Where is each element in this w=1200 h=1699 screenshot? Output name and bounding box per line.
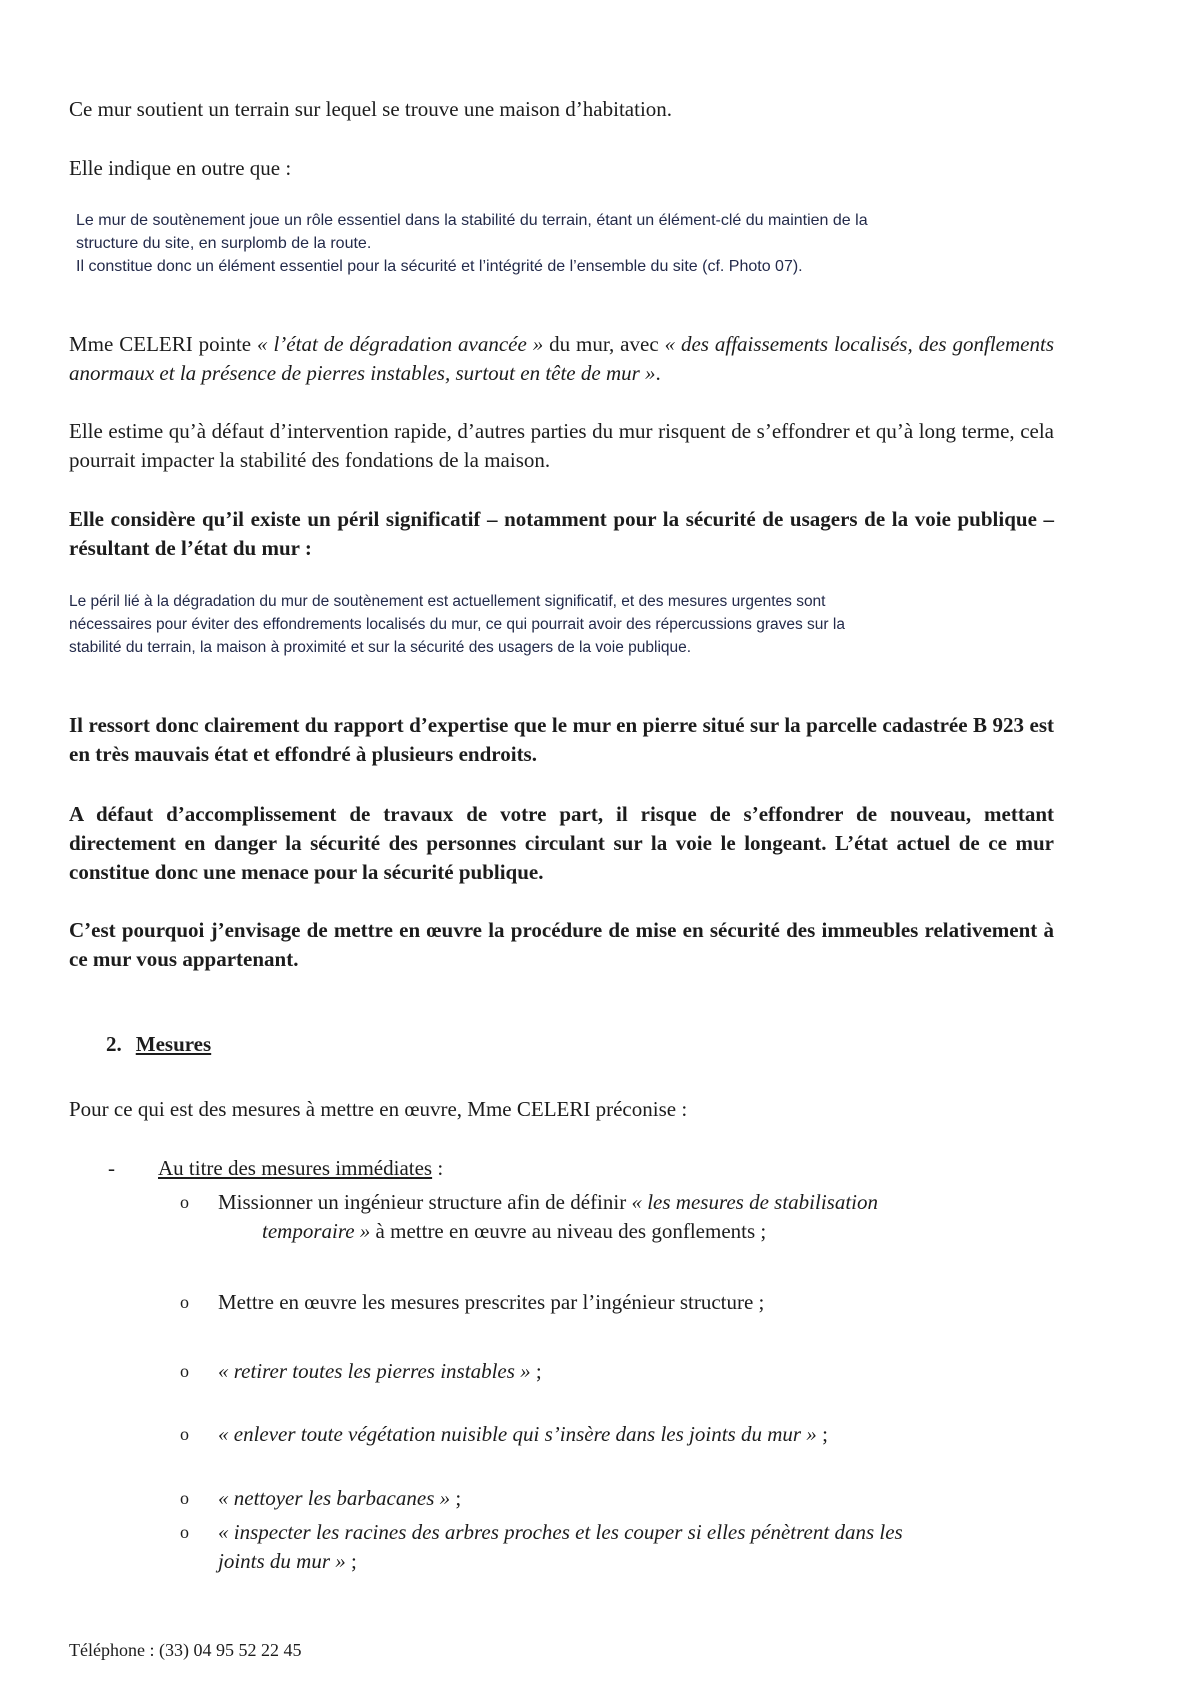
list-heading-label: Au titre des mesures immédiates bbox=[158, 1156, 433, 1180]
paragraph-degradation-state bbox=[69, 330, 1054, 388]
bullet-icon: o bbox=[180, 1192, 189, 1212]
bullet-icon: o bbox=[180, 1522, 189, 1542]
paragraph-expertise-conclusion: Il ressort donc clairement du rapport d’expertise que le mur en pierre situé sur la parcelle cadastrée B 923 est en très mauvais état et effondré à plusieurs endroits. bbox=[69, 713, 1054, 766]
text-run: ; bbox=[816, 1422, 828, 1446]
list-item bbox=[180, 1420, 1055, 1449]
list-item bbox=[180, 1484, 1055, 1513]
section-title: Mesures bbox=[135, 1032, 212, 1056]
quoted-excerpt-peril: Le péril lié à la dégradation du mur de soutènement est actuellement significatif, et des mesures urgentes sont nécessaires pour éviter des effondrements localisés du mur, ce qui pourrait avoir des répercussions graves sur la stabilité du terrain, la maison à proximité et sur la sécurité des usagers de la voie publique. bbox=[69, 593, 845, 656]
list-item-text bbox=[218, 1518, 1055, 1547]
bullet-icon: o bbox=[180, 1292, 189, 1312]
text-run: ; bbox=[530, 1359, 542, 1383]
paragraph-public-safety-threat: A défaut d’accomplissement de travaux de votre part, il risque de s’effondrer de nouveau, mettant directement en danger la sécurité des personnes circulant sur la voie le longeant. L’état actuel de ce mur constitue donc une menace pour la sécurité publique. bbox=[69, 802, 1054, 884]
text-run: ; bbox=[450, 1486, 462, 1510]
quoted-text: joints du mur » bbox=[218, 1549, 346, 1573]
quoted-excerpt-wall-role bbox=[76, 209, 896, 278]
text-run: à mettre en œuvre au niveau des gonflements ; bbox=[370, 1219, 767, 1243]
list-item-continuation bbox=[218, 1547, 1055, 1576]
paragraph-significant-peril: Elle considère qu’il existe un péril significatif – notamment pour la sécurité de usagers de la voie publique – résultant de l’état du mur : bbox=[69, 507, 1054, 560]
text-run: Mme CELERI pointe bbox=[69, 332, 258, 356]
quote-line: Le mur de soutènement joue un rôle essentiel dans la stabilité du terrain, étant un élément-clé du maintien de la structure du site, en surplomb de la route. bbox=[76, 212, 868, 252]
paragraph-she-indicates: Elle indique en outre que : bbox=[69, 156, 292, 180]
text-run: du mur, avec bbox=[543, 332, 665, 356]
list-item-text bbox=[218, 1188, 1055, 1217]
list-item bbox=[180, 1518, 1055, 1576]
quoted-text: « nettoyer les barbacanes » bbox=[218, 1486, 451, 1510]
bullet-icon: o bbox=[180, 1361, 189, 1381]
dash-marker: - bbox=[108, 1156, 115, 1180]
text-run: Missionner un ingénieur structure afin de définir bbox=[218, 1190, 632, 1214]
quote-line: Il constitue donc un élément essentiel pour la sécurité et l’intégrité de l’ensemble du site (cf. Photo 07). bbox=[76, 258, 803, 275]
paragraph-measures-intro: Pour ce qui est des mesures à mettre en œuvre, Mme CELERI préconise : bbox=[69, 1097, 688, 1121]
paragraph-wall-supports-terrain: Ce mur soutient un terrain sur lequel se trouve une maison d’habitation. bbox=[69, 97, 673, 121]
list-item-text bbox=[218, 1484, 1055, 1513]
paragraph-risk-assessment: Elle estime qu’à défaut d’intervention rapide, d’autres parties du mur risquent de s’effondrer et qu’à long terme, cela pourrait impacter la stabilité des fondations de la maison. bbox=[69, 419, 1054, 472]
bullet-icon: o bbox=[180, 1424, 189, 1444]
quoted-text: « retirer toutes les pierres instables » bbox=[218, 1359, 531, 1383]
list-item-continuation bbox=[262, 1217, 1055, 1246]
list-item-text: Mettre en œuvre les mesures prescrites par l’ingénieur structure ; bbox=[218, 1290, 765, 1314]
paragraph-procedure-intent: C’est pourquoi j’envisage de mettre en œuvre la procédure de mise en sécurité des immeubles relativement à ce mur vous appartenant. bbox=[69, 918, 1054, 971]
list-item-text bbox=[218, 1357, 1055, 1386]
list-item bbox=[180, 1357, 1055, 1386]
quoted-text: « enlever toute végétation nuisible qui s’insère dans les joints du mur » bbox=[218, 1422, 817, 1446]
footer-phone: Téléphone : (33) 04 95 52 22 45 bbox=[69, 1640, 302, 1660]
bullet-icon: o bbox=[180, 1488, 189, 1508]
list-item bbox=[180, 1188, 1055, 1246]
list-item bbox=[180, 1288, 1055, 1317]
quoted-text: « inspecter les racines des arbres proches et les couper si elles pénètrent dans les bbox=[218, 1520, 903, 1544]
list-item-text bbox=[218, 1420, 1055, 1449]
section-heading-mesures bbox=[106, 1030, 211, 1059]
list-heading-suffix: : bbox=[432, 1156, 444, 1180]
section-number: 2. bbox=[106, 1032, 122, 1056]
quoted-text: « l’état de dégradation avancée » bbox=[257, 332, 544, 356]
text-run: . bbox=[655, 361, 661, 385]
quoted-text: temporaire » bbox=[262, 1219, 371, 1243]
text-run: ; bbox=[345, 1549, 357, 1573]
list-heading-immediate-measures bbox=[108, 1154, 443, 1183]
quoted-text: « des affaissements localisés, des gonflements anormaux et la présence de pierres instables, surtout en tête de mur » bbox=[69, 332, 1054, 385]
quoted-text: « les mesures de stabilisation bbox=[631, 1190, 879, 1214]
